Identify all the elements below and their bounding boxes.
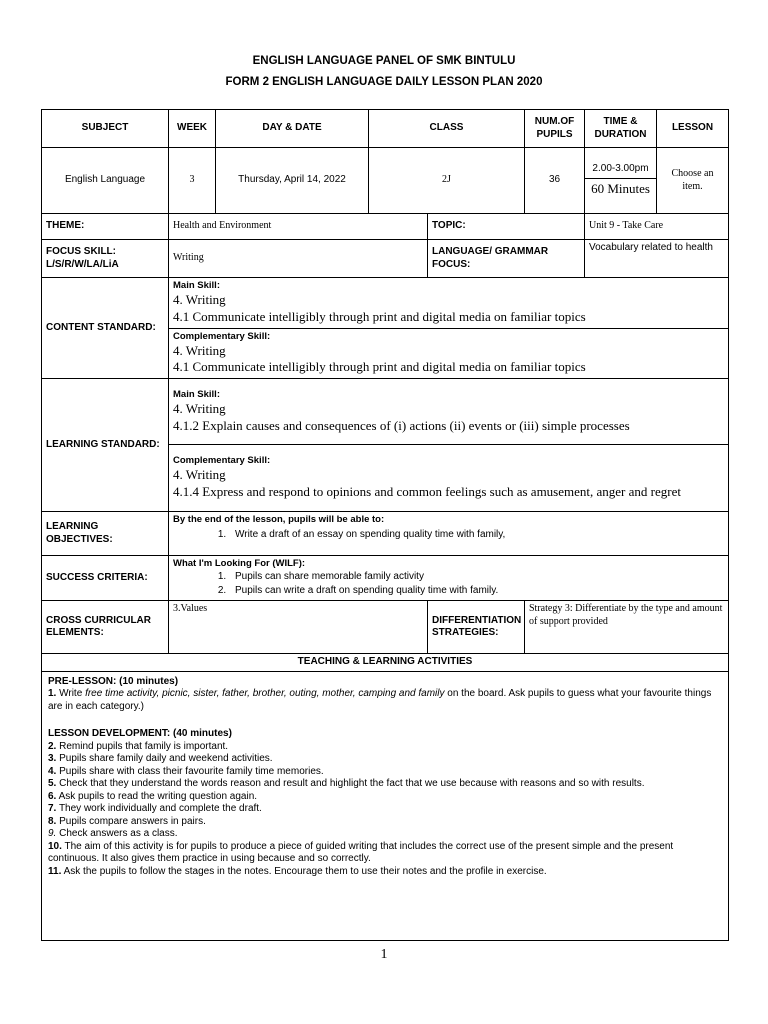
language-focus-label: LANGUAGE/ GRAMMAR FOCUS:	[428, 240, 585, 278]
duration-value: 60 Minutes	[591, 180, 650, 196]
content-standard-label: CONTENT STANDARD:	[42, 278, 169, 379]
pre-lesson-heading: PRE-LESSON: (10 minutes)	[48, 675, 179, 687]
document-title: ENGLISH LANGUAGE PANEL OF SMK BINTULU	[252, 55, 516, 67]
focus-skill-row	[42, 240, 729, 278]
lesson-dropdown[interactable]: Choose an item.	[657, 148, 729, 214]
content-standard-comp	[169, 328, 729, 379]
theme-value[interactable]: Health and Environment	[169, 214, 428, 240]
page-number: 1	[380, 947, 388, 962]
list-item: 1. Write a draft of an essay on spending quality time with family,	[229, 528, 724, 542]
theme-row	[42, 214, 729, 240]
cross-curricular-row	[42, 601, 729, 654]
learning-objectives-row	[42, 512, 729, 556]
week-value: 3	[169, 148, 216, 214]
main-skill-value[interactable]: 4. Writing	[173, 291, 226, 307]
main-skill-value[interactable]: 4. Writing	[173, 400, 226, 416]
time-duration-header: TIME & DURATION	[585, 110, 657, 148]
list-item: 1. Pupils can share memorable family activity	[229, 570, 724, 584]
lesson-development-heading: LESSON DEVELOPMENT: (40 minutes)	[48, 728, 232, 740]
theme-label: THEME:	[42, 214, 169, 240]
activities-content[interactable]	[42, 671, 729, 940]
subject-header: SUBJECT	[42, 110, 169, 148]
list-item: 2. Remind pupils that family is important.	[48, 740, 229, 752]
language-focus-value[interactable]: Vocabulary related to health	[585, 240, 729, 278]
list-item: 7. They work individually and complete the draft.	[48, 803, 262, 815]
class-value: 2J	[369, 148, 525, 214]
day-date-value[interactable]: Thursday, April 14, 2022	[216, 148, 369, 214]
complementary-skill-value[interactable]: 4. Writing	[173, 467, 226, 483]
objectives-intro: By the end of the lesson, pupils will be able to:	[173, 514, 385, 526]
list-item: 5. Check that they understand the words reason and result and highlight the fact that we use because with reasons and so with results.	[48, 778, 645, 790]
differentiation-label: DIFFERENTIATION STRATEGIES:	[428, 601, 525, 654]
list-item: 4. Pupils share with class their favourite family time memories.	[48, 765, 324, 777]
success-criteria-content[interactable]	[169, 556, 729, 601]
time-duration-value	[585, 148, 657, 214]
learning-standard-comp-detail[interactable]: 4.1.4 Express and respond to opinions and common feelings such as amusement, anger and regret	[173, 484, 681, 500]
activities-row	[42, 671, 729, 940]
lesson-header: LESSON	[657, 110, 729, 148]
complementary-skill-label: Complementary Skill:	[173, 330, 271, 342]
week-header: WEEK	[169, 110, 216, 148]
differentiation-value[interactable]: Strategy 3: Differentiate by the type and amount of support provided	[525, 601, 729, 654]
main-skill-label: Main Skill:	[173, 388, 220, 400]
topic-label: TOPIC:	[428, 214, 585, 240]
complementary-skill-value[interactable]: 4. Writing	[173, 342, 226, 358]
learning-standard-main	[169, 379, 729, 445]
wilf-intro: What I'm Looking For (WILF):	[173, 558, 306, 570]
success-criteria-label: SUCCESS CRITERIA:	[42, 556, 169, 601]
values-row	[42, 148, 729, 214]
column-header-row	[42, 110, 729, 148]
learning-standard-label: LEARNING STANDARD:	[42, 379, 169, 512]
time-value: 2.00-3.00pm	[585, 161, 656, 179]
cross-curricular-value[interactable]: 3.Values	[169, 601, 428, 654]
day-date-header: DAY & DATE	[216, 110, 369, 148]
activities-heading: TEACHING & LEARNING ACTIVITIES	[42, 654, 729, 672]
content-standard-main-detail[interactable]: 4.1 Communicate intelligibly through print and digital media on familiar topics	[173, 308, 586, 324]
learning-standard-main-row	[42, 379, 729, 445]
success-criteria-row	[42, 556, 729, 601]
complementary-skill-label: Complementary Skill:	[173, 455, 271, 467]
subject-value: English Language	[42, 148, 169, 214]
lesson-plan-table	[41, 109, 729, 941]
num-pupils-header: NUM.OF PUPILS	[525, 110, 585, 148]
learning-standard-comp	[169, 445, 729, 512]
objectives-list	[173, 528, 724, 542]
list-item: 2. Pupils can write a draft on spending quality time with family.	[229, 584, 724, 598]
learning-standard-main-detail[interactable]: 4.1.2 Explain causes and consequences of (i) actions (ii) events or (iii) simple processes	[173, 417, 630, 433]
criteria-list	[173, 570, 724, 598]
content-standard-comp-detail[interactable]: 4.1 Communicate intelligibly through print and digital media on familiar topics	[173, 359, 586, 375]
list-item: 6. Ask pupils to read the writing question again.	[48, 790, 258, 802]
list-item: 10. The aim of this activity is for pupils to produce a piece of guided writing that includes the correct use of the present simple and the present continuous. It also gives them practice in using because and so correctly.	[48, 840, 674, 865]
list-item: 11. Ask the pupils to follow the stages in the notes. Encourage them to use their notes and the profile in exercise.	[48, 865, 547, 877]
main-skill-label: Main Skill:	[173, 280, 220, 291]
focus-skill-value[interactable]: Writing	[169, 240, 428, 278]
focus-skill-label: FOCUS SKILL: L/S/R/W/LA/LiA	[42, 240, 169, 278]
learning-objectives-content[interactable]	[169, 512, 729, 556]
list-item: 1. Write free time activity, picnic, sister, father, brother, outing, mother, camping and family on the board. Ask pupils to guess what your favourite things are in each category.)	[48, 688, 712, 712]
class-header: CLASS	[369, 110, 525, 148]
learning-objectives-label: LEARNING OBJECTIVES:	[42, 512, 169, 556]
num-pupils-value: 36	[525, 148, 585, 214]
list-item: 3. Pupils share family daily and weekend activities.	[48, 753, 273, 765]
content-standard-main	[169, 278, 729, 329]
topic-value[interactable]: Unit 9 - Take Care	[585, 214, 729, 240]
list-item: 8. Pupils compare answers in pairs.	[48, 815, 206, 827]
document-subtitle: FORM 2 ENGLISH LANGUAGE DAILY LESSON PLAN 2020	[225, 76, 543, 88]
content-standard-main-row	[42, 278, 729, 329]
activities-heading-row	[42, 654, 729, 672]
list-item: 9. Check answers as a class.	[48, 828, 178, 840]
cross-curricular-label: CROSS CURRICULAR ELEMENTS:	[42, 601, 169, 654]
